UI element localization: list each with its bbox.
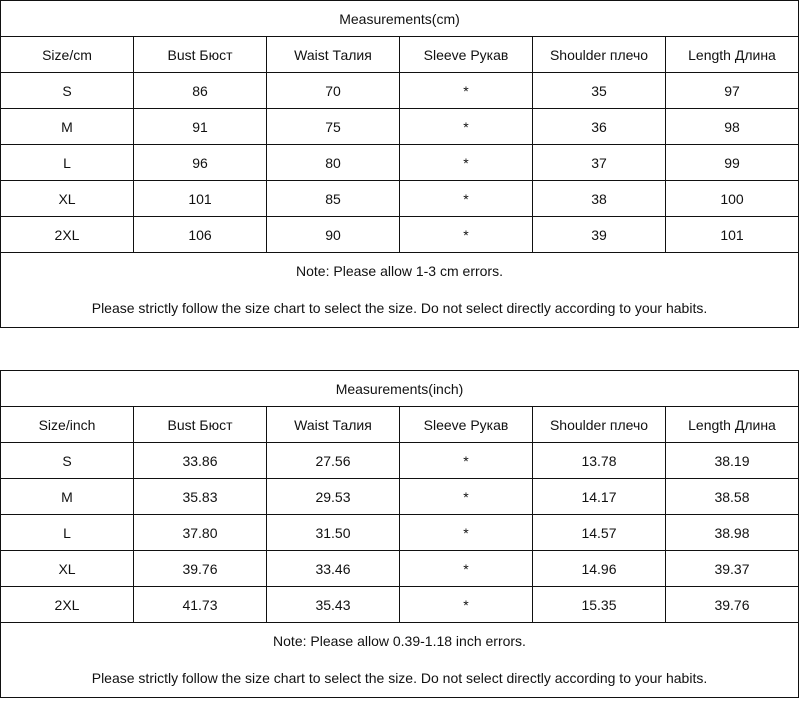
table-row [1,145,799,181]
cell-shoulder: 14.96 [533,551,666,587]
cell-waist: 85 [267,181,400,217]
header-waist: Waist Талия [267,407,400,443]
header-sleeve: Sleeve Рукав [400,407,533,443]
header-size: Size/cm [1,37,134,73]
cell-length: 38.58 [666,479,799,515]
cell-bust: 101 [134,181,267,217]
cell-length: 38.98 [666,515,799,551]
cell-bust: 33.86 [134,443,267,479]
header-shoulder: Shoulder плечо [533,407,666,443]
cell-waist: 75 [267,109,400,145]
cell-waist: 70 [267,73,400,109]
cell-shoulder: 37 [533,145,666,181]
header-size: Size/inch [1,407,134,443]
cell-sleeve: * [400,479,533,515]
cell-size: M [1,479,134,515]
cell-size: S [1,443,134,479]
table-title: Measurements(inch) [1,371,799,407]
cell-bust: 96 [134,145,267,181]
cell-size: XL [1,551,134,587]
cell-size: 2XL [1,587,134,623]
cell-waist: 31.50 [267,515,400,551]
cell-shoulder: 38 [533,181,666,217]
note-cell [1,623,799,698]
cell-waist: 90 [267,217,400,253]
cell-bust: 35.83 [134,479,267,515]
table-row [1,479,799,515]
cell-waist: 29.53 [267,479,400,515]
cell-waist: 80 [267,145,400,181]
table-row [1,181,799,217]
header-shoulder: Shoulder плечо [533,37,666,73]
cell-sleeve: * [400,109,533,145]
table-row [1,587,799,623]
table-row [1,109,799,145]
table-row [1,73,799,109]
cell-sleeve: * [400,145,533,181]
table-row [1,217,799,253]
table-row [1,443,799,479]
header-row [1,407,799,443]
size-chart-inch [0,370,799,698]
cell-shoulder: 13.78 [533,443,666,479]
cell-size: M [1,109,134,145]
cell-size: XL [1,181,134,217]
cell-length: 101 [666,217,799,253]
header-length: Length Длина [666,407,799,443]
header-bust: Bust Бюст [134,407,267,443]
cell-size: S [1,73,134,109]
table-row [1,515,799,551]
cell-sleeve: * [400,551,533,587]
header-waist: Waist Талия [267,37,400,73]
cell-shoulder: 14.57 [533,515,666,551]
cell-bust: 106 [134,217,267,253]
cell-sleeve: * [400,217,533,253]
cell-bust: 37.80 [134,515,267,551]
cell-length: 100 [666,181,799,217]
cell-shoulder: 36 [533,109,666,145]
cell-sleeve: * [400,181,533,217]
cell-bust: 91 [134,109,267,145]
cell-waist: 35.43 [267,587,400,623]
note-cell [1,253,799,328]
size-chart-cm [0,0,799,328]
cell-length: 98 [666,109,799,145]
cell-size: L [1,515,134,551]
header-bust: Bust Бюст [134,37,267,73]
cell-length: 39.76 [666,587,799,623]
header-sleeve: Sleeve Рукав [400,37,533,73]
cell-length: 39.37 [666,551,799,587]
cell-sleeve: * [400,73,533,109]
cell-sleeve: * [400,443,533,479]
table-row [1,551,799,587]
cell-shoulder: 14.17 [533,479,666,515]
cell-bust: 86 [134,73,267,109]
cell-shoulder: 15.35 [533,587,666,623]
cell-bust: 41.73 [134,587,267,623]
note-follow-chart: Please strictly follow the size chart to select the size. Do not select directly according to your habits. [91,300,708,316]
cell-shoulder: 35 [533,73,666,109]
note-errors: Note: Please allow 0.39-1.18 inch errors. [273,633,526,649]
cell-waist: 27.56 [267,443,400,479]
cell-waist: 33.46 [267,551,400,587]
table-title: Measurements(cm) [1,1,799,37]
cell-size: 2XL [1,217,134,253]
cell-length: 99 [666,145,799,181]
cell-size: L [1,145,134,181]
cell-sleeve: * [400,515,533,551]
cell-length: 38.19 [666,443,799,479]
cell-bust: 39.76 [134,551,267,587]
note-follow-chart: Please strictly follow the size chart to select the size. Do not select directly according to your habits. [91,670,708,686]
cell-sleeve: * [400,587,533,623]
header-length: Length Длина [666,37,799,73]
cell-length: 97 [666,73,799,109]
header-row [1,37,799,73]
note-errors: Note: Please allow 1-3 cm errors. [296,263,503,279]
cell-shoulder: 39 [533,217,666,253]
